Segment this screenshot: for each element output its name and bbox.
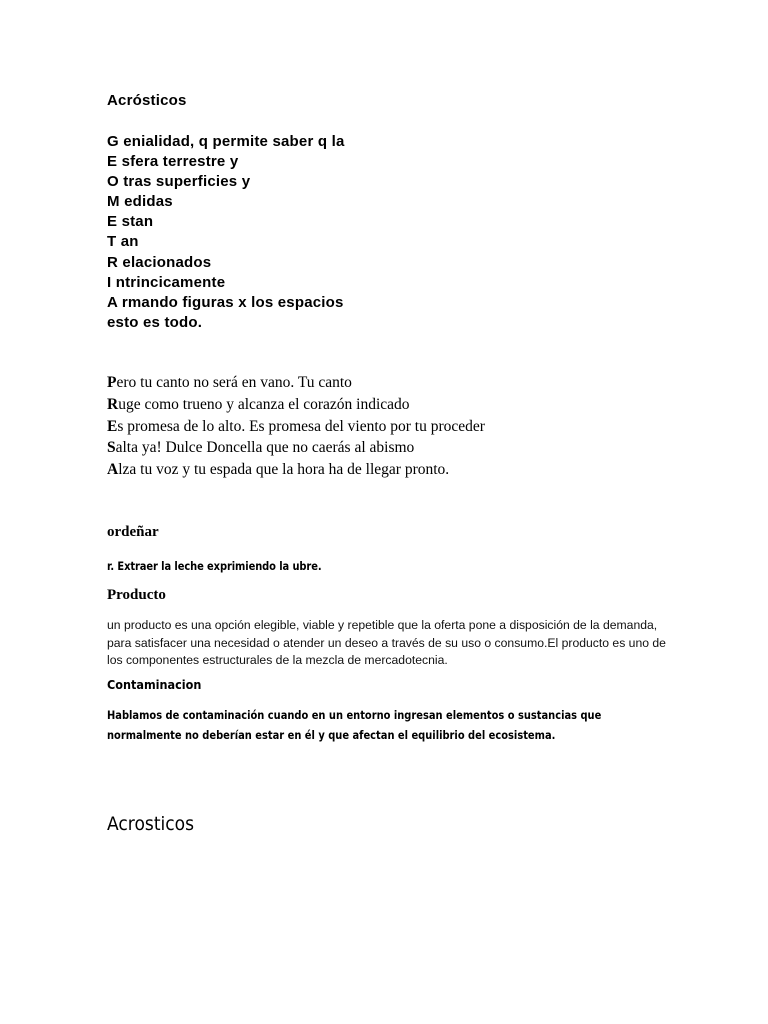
term-ordenar: ordeñar bbox=[107, 524, 159, 540]
acrostic-line: E sfera terrestre y bbox=[107, 153, 239, 171]
acrostic-line: R elacionados bbox=[107, 253, 212, 271]
acrostic-line: esto es todo. bbox=[107, 313, 203, 331]
poem-line bbox=[107, 459, 485, 481]
acrostic-line: T an bbox=[107, 233, 139, 251]
poem-initial: P bbox=[107, 374, 117, 391]
poem-line-text: s promesa de lo alto. Es promesa del viento por tu proceder bbox=[117, 417, 485, 435]
poem-line bbox=[107, 394, 485, 416]
acrostic-line: M edidas bbox=[107, 193, 173, 211]
section-heading-acrosticos-2: Acrosticos bbox=[107, 813, 195, 835]
definition-producto: un producto es una opción elegible, viable y repetible que la oferta pone a disposición de la demanda, para satisfacer una necesidad o atender un deseo a través de su uso o consumo.El producto es uno de los componentes estructurales de la mezcla de mercadotecnia. bbox=[107, 618, 666, 667]
term-producto: Producto bbox=[107, 587, 166, 603]
acrostic-poem-presa bbox=[107, 372, 485, 481]
poem-line-text: alta ya! Dulce Doncella que no caerás al abismo bbox=[115, 439, 415, 457]
poem-initial: R bbox=[107, 395, 119, 413]
acrostic-line: G enialidad, q permite saber q la bbox=[107, 133, 345, 150]
poem-line-text: uge como trueno y alcanza el corazón indicado bbox=[118, 395, 410, 413]
poem-line bbox=[107, 416, 485, 438]
poem-line bbox=[107, 437, 485, 459]
acrostic-geometria bbox=[107, 132, 345, 333]
poem-line bbox=[107, 372, 485, 394]
definition-contaminacion: Hablamos de contaminación cuando en un entorno ingresan elementos o sustancias que normalmente no deberían estar en él y que afectan el equilibrio del ecosistema. bbox=[107, 708, 602, 742]
poem-initial: E bbox=[107, 417, 118, 435]
poem-line-text: lza tu voz y tu espada que la hora ha de llegar pronto. bbox=[118, 461, 450, 479]
poem-initial: S bbox=[107, 439, 116, 457]
poem-line-text: ero tu canto no será en vano. Tu canto bbox=[116, 374, 352, 391]
poem-initial: A bbox=[107, 461, 119, 479]
term-contaminacion: Contaminacion bbox=[107, 677, 202, 692]
acrostic-line: E stan bbox=[107, 213, 154, 231]
acrostic-line: O tras superficies y bbox=[107, 173, 251, 191]
acrostic-line: I ntrincicamente bbox=[107, 273, 226, 291]
acrostic-line: A rmando figuras x los espacios bbox=[107, 293, 344, 311]
section-heading-acrosticos: Acrósticos bbox=[107, 92, 187, 109]
definition-ordenar: r. Extraer la leche exprimiendo la ubre. bbox=[107, 559, 322, 573]
